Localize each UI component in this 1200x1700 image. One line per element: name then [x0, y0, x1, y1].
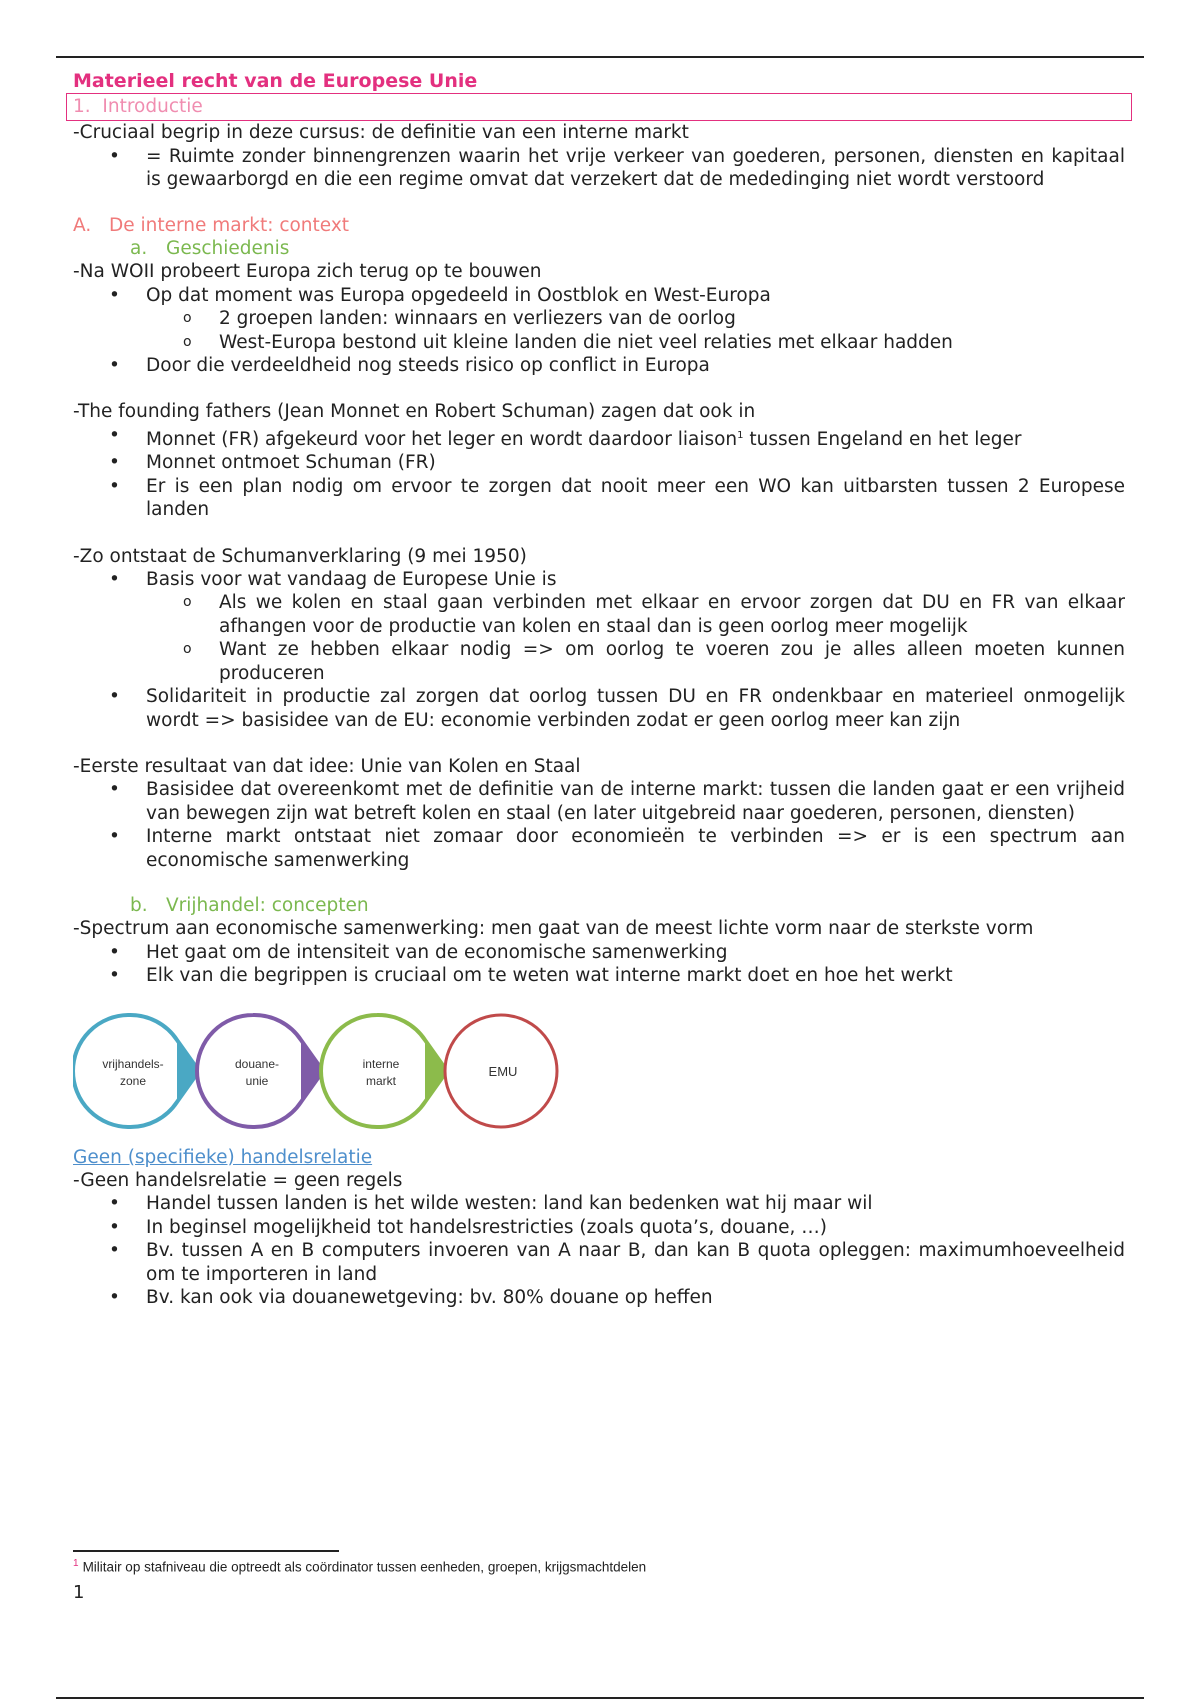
subsection-b-text: Vrijhandel: concepten	[166, 894, 369, 916]
sub-list-item: o 2 groepen landen: winnaars en verliezers van de oorlog	[219, 307, 1125, 330]
intro-heading	[66, 93, 1132, 121]
subsection-a-number: a.	[130, 238, 148, 260]
footnote-reference[interactable]: 1	[737, 429, 744, 441]
section-a-number: A.	[73, 214, 92, 236]
list-item: • Bv. kan ook via douanewetgeving: bv. 80% douane op heffen	[146, 1286, 1125, 1309]
sub-bullet-list	[146, 591, 1125, 685]
sub-bullet-list	[146, 307, 1125, 354]
paragraph-1: -Na WOII probeert Europa zich terug op te bouwen	[73, 261, 542, 283]
page-number: 1	[73, 1582, 85, 1603]
stage-emu	[445, 1015, 557, 1127]
stage-label-line1: vrijhandels-	[102, 1056, 164, 1071]
list-item: • Solidariteit in productie zal zorgen dat oorlog tussen DU en FR ondenkbaar en materieel onmogelijk wordt => basisidee van de EU: economie verbinden zodat er geen oorlog meer kan zijn	[146, 685, 1125, 732]
footnote	[73, 1558, 646, 1575]
list-item	[146, 284, 1125, 354]
header-rule	[56, 56, 1144, 58]
list-item-text: Basis voor wat vandaag de Europese Unie is	[146, 569, 557, 591]
list-item: • Er is een plan nodig om ervoor te zorgen dat nooit meer een WO kan uitbarsten tussen 2 Europese landen	[146, 475, 1125, 522]
paragraph-5-bullets	[73, 941, 1125, 988]
footnote-text: Militair op stafniveau die optreedt als coördinator tussen eenheden, groepen, krijgsmachtdelen	[82, 1559, 647, 1575]
list-item-text: Monnet (FR) afgekeurd voor het leger en wordt daardoor liaison	[146, 429, 738, 451]
list-item: • Het gaat om de intensiteit van de economische samenwerking	[146, 941, 1125, 964]
sub-list-item: o Want ze hebben elkaar nodig => om oorlog te voeren zou je alles alleen moeten kunnen produceren	[219, 638, 1125, 685]
list-item-text: Op dat moment was Europa opgedeeld in Oostblok en West-Europa	[146, 284, 771, 306]
heading-geen-handelsrelatie[interactable]: Geen (specifieke) handelsrelatie	[73, 1146, 373, 1168]
paragraph-2-bullets	[73, 424, 1125, 522]
subsection-b-number: b.	[130, 894, 148, 916]
list-item: • Elk van die begrippen is cruciaal om te weten wat interne markt doet en hoe het werkt	[146, 964, 1125, 987]
paragraph-3: -Zo ontstaat de Schumanverklaring (9 mei 1950)	[73, 545, 527, 567]
footer-rule	[56, 1697, 1144, 1699]
spectrum-diagram-svg	[73, 994, 593, 1134]
footnote-separator	[73, 1550, 339, 1552]
list-item: • Monnet ontmoet Schuman (FR)	[146, 451, 1125, 474]
intro-bullet-list	[73, 145, 1125, 192]
subsection-b-heading	[73, 894, 1125, 917]
stage-douane-unie	[197, 1015, 323, 1127]
paragraph-2: -The founding fathers (Jean Monnet en Robert Schuman) zagen dat ook in	[73, 401, 756, 423]
cooperation-spectrum-diagram	[73, 994, 1125, 1142]
list-item: • Door die verdeeldheid nog steeds risico op conflict in Europa	[146, 354, 1125, 377]
list-item: • In beginsel mogelijkheid tot handelsrestricties (zoals quota’s, douane, …)	[146, 1216, 1125, 1239]
intro-heading-number: 1.	[73, 96, 91, 118]
stage-label-line2: zone	[119, 1073, 147, 1088]
list-item: • Interne markt ontstaat niet zomaar door economieën te verbinden => er is een spectrum aan economische samenwerking	[146, 825, 1125, 872]
list-item: • Handel tussen landen is het wilde westen: land kan bedenken wat hij maar wil	[146, 1192, 1125, 1215]
paragraph-6: -Geen handelsrelatie = geen regels	[73, 1169, 403, 1191]
document-body	[73, 70, 1125, 1309]
paragraph-4: -Eerste resultaat van dat idee: Unie van Kolen en Staal	[73, 755, 581, 777]
stage-vrijhandelszone	[73, 1015, 199, 1127]
paragraph-6-bullets	[73, 1192, 1125, 1309]
list-item-text: tussen Engeland en het leger	[743, 429, 1022, 451]
paragraph-5: -Spectrum aan economische samenwerking: men gaat van de meest lichte vorm naar de sterkste vorm	[73, 918, 1034, 940]
section-a-text: De interne markt: context	[109, 214, 350, 236]
list-item: • Bv. tussen A en B computers invoeren van A naar B, dan kan B quota opleggen: maximumhoeveelheid om te importeren in land	[146, 1239, 1125, 1286]
intro-line: -Cruciaal begrip in deze cursus: de definitie van een interne markt	[73, 122, 689, 144]
list-item: • Basisidee dat overeenkomt met de definitie van de interne markt: tussen die landen gaat er een vrijheid van bewegen zijn wat betreft kolen en staal (en later uitgebreid naar goederen, personen, diensten)	[146, 778, 1125, 825]
stage-interne-markt	[321, 1015, 447, 1127]
footnote-mark: 1	[73, 1558, 79, 1569]
list-item: • = Ruimte zonder binnengrenzen waarin het vrije verkeer van goederen, personen, diensten en kapitaal is gewaarborgd en die een regime omvat dat verzekert dat de mededinging niet wordt verstoord	[146, 145, 1125, 192]
list-item	[146, 424, 1125, 452]
stage-label-line2: unie	[245, 1073, 269, 1088]
intro-heading-text: Introductie	[102, 96, 203, 118]
section-a-heading	[73, 214, 1125, 237]
subsection-a-heading	[73, 237, 1125, 260]
paragraph-3-bullets	[73, 568, 1125, 732]
paragraph-1-bullets	[73, 284, 1125, 378]
list-item	[146, 568, 1125, 685]
stage-label-line2: markt	[366, 1073, 396, 1088]
stage-label-line1: EMU	[488, 1063, 518, 1079]
paragraph-4-bullets	[73, 778, 1125, 872]
subsection-a-text: Geschiedenis	[166, 238, 290, 260]
sub-list-item: o West-Europa bestond uit kleine landen die niet veel relaties met elkaar hadden	[219, 331, 1125, 354]
stage-label-line1: interne	[362, 1056, 400, 1071]
sub-list-item: o Als we kolen en staal gaan verbinden met elkaar en ervoor zorgen dat DU en FR van elkaar afhangen voor de productie van kolen en staal dan is geen oorlog meer mogelijk	[219, 591, 1125, 638]
stage-label-line1: douane-	[234, 1056, 280, 1071]
document-title: Materieel recht van de Europese Unie	[73, 70, 478, 92]
